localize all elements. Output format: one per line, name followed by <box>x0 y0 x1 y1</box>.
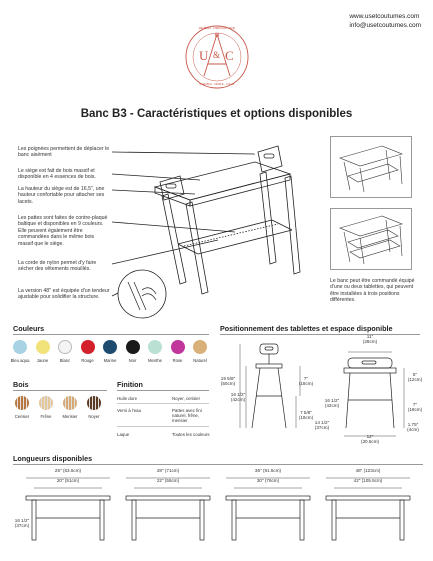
logo-letter-u: U <box>199 48 209 63</box>
color-swatch-label: Rouge <box>81 358 94 363</box>
website-link[interactable]: www.usetcoutumes.com <box>349 13 420 20</box>
dim-front-d2: 7" (18cm) <box>407 402 423 413</box>
wood-swatch[interactable] <box>39 396 53 410</box>
length-bench-drawing <box>22 474 114 544</box>
bench-two-shelf-drawing <box>330 208 412 270</box>
length-inner: 42" (105.5cm) <box>353 478 383 483</box>
logo-letter-amp: & <box>213 50 221 60</box>
dim-front-d3: 1.75" (4cm) <box>407 422 419 433</box>
logo-letter-c: C <box>225 48 234 63</box>
note-shelves: Le banc peut être commandé équipé d'une ou deux tablettes, qui peuvent être installées à trois positions différentes. <box>330 278 415 304</box>
finition-row-2-name: Laque <box>117 432 130 437</box>
dim-bottom-width: 12" (30.5cm) <box>360 434 380 445</box>
color-swatch[interactable] <box>36 340 50 354</box>
page-title: Banc B3 - Caractéristiques et options disponibles <box>80 108 353 120</box>
dim-seat-height: 16 1/2" (42cm) <box>230 392 246 403</box>
positions-heading: Positionnement des tablettes et espace disponible <box>220 324 393 333</box>
length-outer: 28" (71cm) <box>156 468 180 473</box>
colors-divider <box>13 334 209 335</box>
finition-heading: Finition <box>117 380 143 389</box>
wood-swatch-label: Cerisier <box>14 414 30 419</box>
length-inner: 20" (51cm) <box>56 478 80 483</box>
length-bench-drawing <box>222 474 314 544</box>
length-inner: 30" (76cm) <box>256 478 280 483</box>
finition-row-divider-0 <box>117 403 209 404</box>
finition-row-divider-1 <box>117 426 209 427</box>
color-swatch[interactable] <box>13 340 27 354</box>
contact-block <box>349 12 421 30</box>
dim-handle-height: 7" (18cm) <box>298 376 314 387</box>
color-swatch-label: Naturel <box>193 358 207 363</box>
color-swatch-label: Jaune <box>36 358 49 363</box>
finition-divider <box>117 390 209 391</box>
logo-arc-bottom: DURABLE · SIMPLE · LOCAL <box>199 83 235 86</box>
color-swatch-label: Marine <box>103 358 117 363</box>
note-handles: Les poignées permettent de déplacer le banc aisément <box>18 146 110 159</box>
note-tensioner: La version 48'' est équipée d'un tendeur ajustable pour solidifier la structure. <box>18 288 110 301</box>
finition-row-0-desc: Noyer, cerisier <box>172 396 201 401</box>
length-bench-drawing <box>122 474 214 544</box>
length-outer: 25" (63.5cm) <box>54 468 82 473</box>
dim-front-d1: 5" (12cm) <box>407 372 423 383</box>
color-swatch[interactable] <box>81 340 95 354</box>
color-swatch[interactable] <box>148 340 162 354</box>
finition-row-2-desc: Toutes les couleurs <box>172 432 210 437</box>
finition-row-0-name: Huile dure <box>117 396 138 401</box>
colors-heading: Couleurs <box>13 324 45 333</box>
color-swatch-label: Blanc <box>59 358 71 363</box>
color-swatch[interactable] <box>103 340 117 354</box>
color-swatch-label: Noir <box>128 358 137 363</box>
positions-diagram <box>220 338 420 448</box>
wood-swatch-label: Merisier <box>62 414 78 419</box>
wood-swatch-label: Noyer <box>88 414 100 419</box>
wood-swatch[interactable] <box>87 396 101 410</box>
length-height: 16 1/2" (37cm) <box>14 518 30 529</box>
finition-row-1-name: Verni à l'eau <box>117 408 142 413</box>
note-seat: Le siège est fait de bois massif et disponible en 4 essences de bois. <box>18 168 96 181</box>
lengths-divider <box>13 464 423 465</box>
email-link[interactable]: info@usetcoutumes.com <box>349 22 421 29</box>
dim-total-height: 19 5/8" (50cm) <box>220 376 236 387</box>
note-height: La hauteur du siège est de 16,5", une hauteur confortable pour attacher ses lacets. <box>18 186 105 205</box>
dim-gap-3: 16 1/2" (42cm) <box>324 398 340 409</box>
color-swatch[interactable] <box>193 340 207 354</box>
length-outer: 36" (91.5cm) <box>254 468 282 473</box>
woods-divider <box>13 390 107 391</box>
length-outer: 48" (123cm) <box>355 468 381 473</box>
color-swatch-label: Bleu aqua <box>10 358 30 363</box>
woods-heading: Bois <box>13 380 29 389</box>
dim-top-width: 11" (28cm) <box>362 334 378 345</box>
wood-swatch[interactable] <box>15 396 29 410</box>
note-rope: La corde de nylon permet d'y faire sécher des vêtements mouillés. <box>18 260 97 273</box>
bench-illustration <box>100 132 320 322</box>
note-legs: Les pattes sont faites de contre-plaqué baltique et disponibles en 9 couleurs. Elle peuvent également être commandées dans le même bois massif que le siège. <box>18 215 108 247</box>
length-inner: 22" (55cm) <box>156 478 180 483</box>
color-swatch[interactable] <box>58 340 72 354</box>
wood-swatch[interactable] <box>63 396 77 410</box>
logo <box>184 24 250 90</box>
wood-swatch-label: Frêne <box>40 414 52 419</box>
color-swatch[interactable] <box>171 340 185 354</box>
color-swatch[interactable] <box>126 340 140 354</box>
finition-row-1-desc: Pattes avec fini naturel, frêne, merisier <box>172 408 202 424</box>
positions-divider <box>220 334 420 335</box>
dim-gap-1: 7 5/8" (19cm) <box>298 410 314 421</box>
color-swatch-label: Rose <box>172 358 183 363</box>
length-bench-drawing <box>322 474 414 544</box>
lengths-heading: Longueurs disponibles <box>13 454 93 463</box>
logo-arc-top: MEUBLES · FABRIQUE · MAIN <box>198 27 236 30</box>
color-swatch-label: Menthe <box>148 358 162 363</box>
dim-gap-2: 14 1/2" (37cm) <box>314 420 330 431</box>
bench-top-shelf-drawing <box>330 136 412 198</box>
